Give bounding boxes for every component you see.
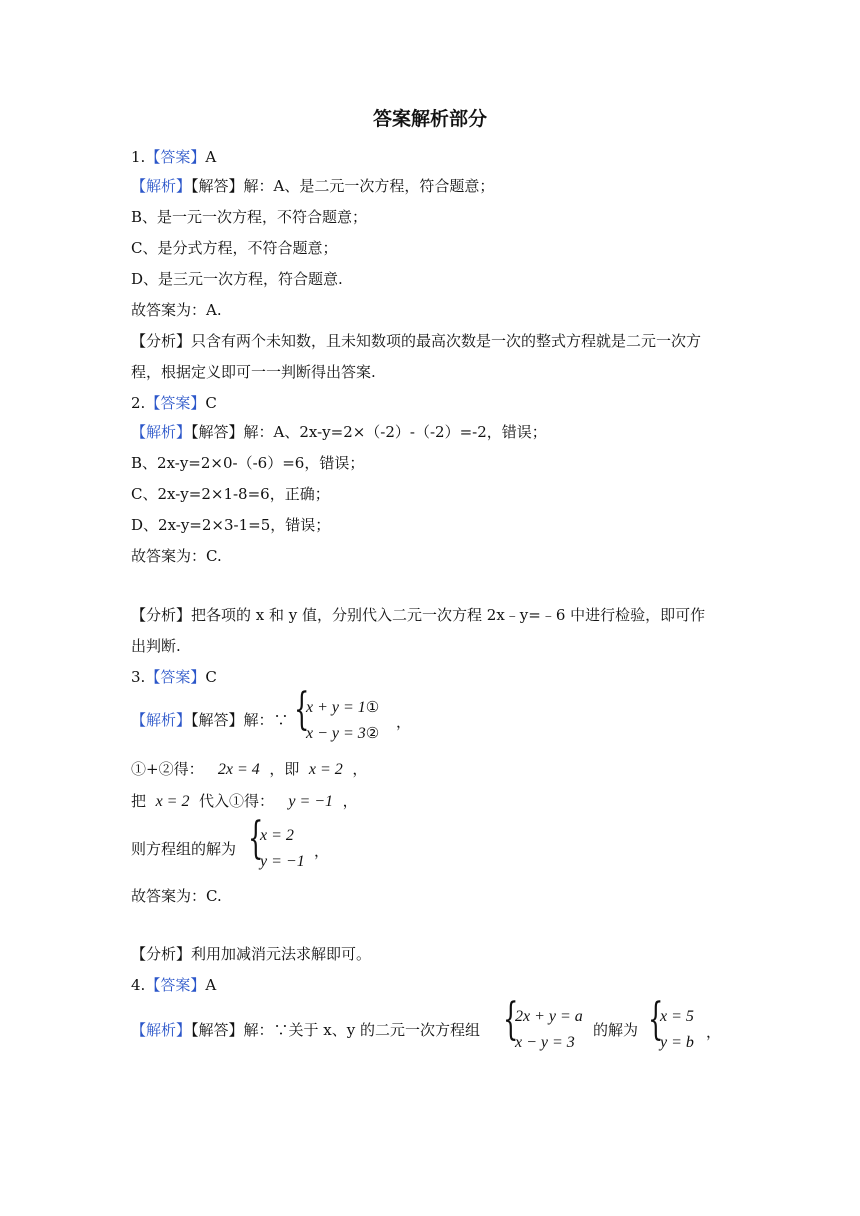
- text-line: [131, 604, 705, 626]
- question-number: 2.: [131, 394, 146, 412]
- system-brace: {: [503, 994, 519, 1045]
- equation-row: x + y = 1①: [306, 698, 380, 716]
- equation-row: y = b: [660, 1034, 694, 1051]
- question-number: 1.: [131, 148, 146, 166]
- text-line: [131, 175, 494, 197]
- text-line: [131, 146, 216, 168]
- line-text: C: [205, 668, 217, 686]
- line-text: D、是三元一次方程，符合题意.: [131, 270, 343, 288]
- q3-step3: 则方程组的解为: [131, 840, 237, 858]
- q4-comma: ，: [706, 1023, 722, 1041]
- line-text: 程，根据定义即可一一判断得出答案.: [131, 363, 376, 381]
- section-tag: 【答案】: [145, 148, 206, 166]
- q3-equation-system: [294, 684, 394, 748]
- q4-mid-text: 的解为: [593, 1021, 639, 1039]
- equation-row: 2x + y = a: [515, 1008, 583, 1025]
- equation-row: x = 5: [660, 1008, 694, 1025]
- line-text: 【分析】把各项的 x 和 y 值，分别代入二元一次方程 2x﹣y=﹣6 中进行检验，即可作: [131, 606, 706, 624]
- line-text: 出判断.: [131, 637, 181, 655]
- text-line: [131, 514, 330, 536]
- page-title: 答案解析部分: [372, 108, 487, 130]
- q3-comma-2: ，: [314, 842, 330, 860]
- section-tag: 【解析】: [131, 177, 192, 195]
- text-line: [131, 666, 217, 688]
- line-text: 【解答】解：A、2x-y=2×（-2）-（-2）=-2，错误；: [191, 423, 547, 441]
- question-number: 3.: [131, 668, 146, 686]
- section-tag: 【解析】: [131, 423, 192, 441]
- line-text: A: [205, 148, 217, 166]
- q3-step1: ①+②得： 2x = 4 ，即 x = 2 ，: [131, 760, 368, 778]
- system-brace: {: [648, 994, 664, 1045]
- line-text: B、2x-y=2×0-（-6）=6，错误；: [131, 454, 365, 472]
- text-line: [131, 237, 337, 259]
- line-text: C: [205, 394, 217, 412]
- line-text: C、2x-y=2×1-8=6，正确；: [131, 485, 330, 503]
- text-line: [131, 452, 364, 474]
- q3-solution-text: 【解答】解：∵: [191, 711, 289, 729]
- text-line: [131, 483, 330, 505]
- q4-answer-line: 4.【答案】A: [131, 976, 217, 994]
- line-text: C、是分式方程，不符合题意；: [131, 239, 338, 257]
- line-text: B、是一元一次方程，不符合题意；: [131, 208, 368, 226]
- text-line: [131, 206, 367, 228]
- q3-final-answer: 故答案为：C.: [131, 887, 222, 905]
- system-brace: {: [294, 684, 310, 735]
- equation-row: x − y = 3: [515, 1034, 575, 1051]
- q4-solution-system: [648, 994, 708, 1058]
- section-tag: 【答案】: [145, 394, 206, 412]
- q3-solution-tag: 【解析】: [131, 711, 192, 729]
- equation-row: y = −1: [260, 853, 305, 870]
- line-text: D、2x-y=2×3-1=5，错误；: [131, 516, 331, 534]
- q3-step2: 把 x = 2 代入①得： y = −1 ，: [131, 792, 358, 810]
- line-text: 【分析】只含有两个未知数，且未知数项的最高次数是一次的整式方程就是二元一次方: [131, 332, 702, 350]
- line-text: 故答案为：A.: [131, 301, 222, 319]
- q3-analysis: 【分析】利用加减消元法求解即可。: [131, 945, 372, 963]
- text-line: [131, 392, 217, 414]
- q4-equation-system: [503, 994, 593, 1058]
- q3-comma: ，: [396, 713, 412, 731]
- line-text: 【解答】解：A、是二元一次方程，符合题意；: [191, 177, 495, 195]
- text-line: [131, 330, 701, 352]
- q4-solution-lead: 【解析】【解答】解：∵关于 x、y 的二元一次方程组: [131, 1021, 480, 1039]
- text-line: [131, 299, 222, 321]
- text-line: [131, 545, 222, 567]
- section-tag: 【答案】: [145, 668, 206, 686]
- text-line: [131, 268, 343, 290]
- text-line: [131, 635, 181, 657]
- equation-row: x = 2: [260, 827, 294, 844]
- line-text: 故答案为：C.: [131, 547, 222, 565]
- system-brace: {: [248, 813, 264, 864]
- equation-row: x − y = 3②: [306, 724, 380, 742]
- text-line: [131, 361, 376, 383]
- q3-solution-lead: [131, 709, 289, 731]
- text-line: [131, 421, 547, 443]
